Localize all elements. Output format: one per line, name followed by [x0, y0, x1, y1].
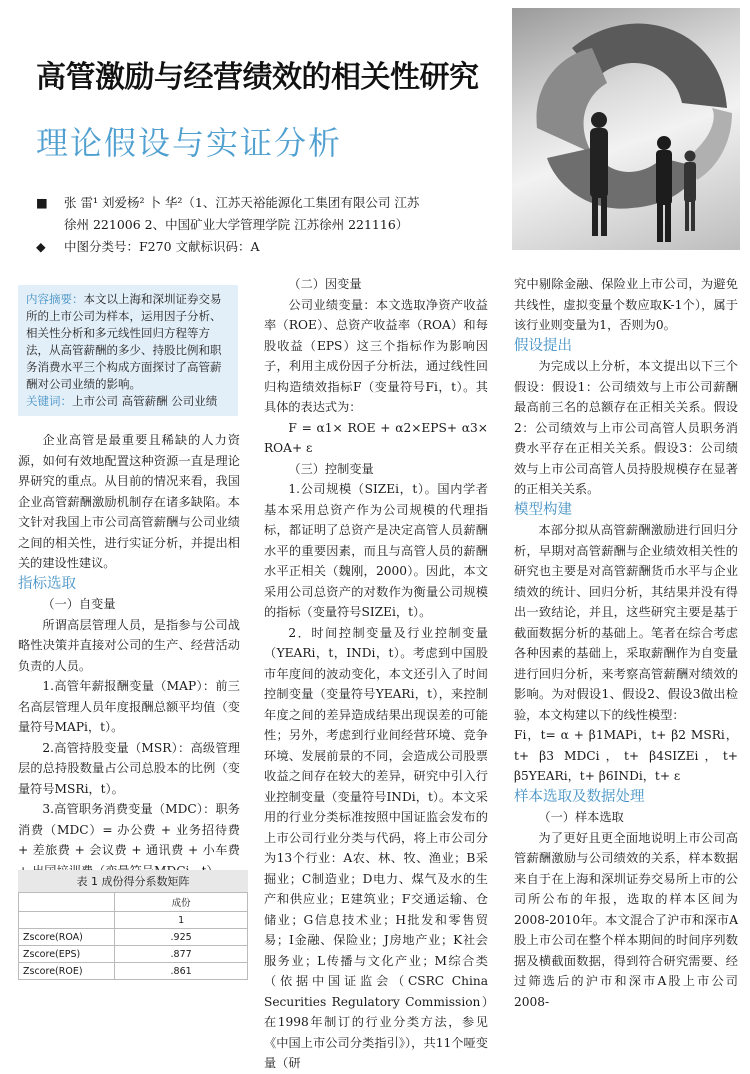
section-heading-model: 模型构建	[514, 501, 572, 518]
table-row	[19, 946, 248, 963]
paragraph: 1.高管年薪报酬变量（MAP）：前三名高层管理人员年度报酬总额平均值（变量符号MAPi，t）。	[18, 679, 240, 734]
table-subheader: 1	[115, 912, 248, 929]
table-subheader-row	[19, 912, 248, 929]
square-bullet-icon: ■	[36, 195, 48, 210]
row-value: .877	[115, 946, 248, 963]
diamond-bullet-icon: ◆	[36, 239, 46, 254]
table-header: 成份	[115, 893, 248, 912]
section-heading-hypothesis: 假设提出	[514, 337, 572, 354]
table-grid	[18, 892, 248, 980]
paragraph: 1.公司规模（SIZEi，t）。国内学者基本采用总资产作为公司规模的代理指标，都证明了总资产是决定高管人员薪酬水平的重要因素，而且与高管人员的薪酬水平正相关（魏刚，2000）。因此，本文采用公司总资产的对数作为衡量公司规模的指标（变量符号SIZEi，t）。	[264, 482, 488, 619]
article-subtitle: 理论假设与实证分析	[36, 124, 343, 162]
subheading-control: （三）控制变量	[288, 461, 374, 476]
paragraph: 2.高管持股变量（MSR）：高级管理层的总持股数量占公司总股本的比例（变量符号MSRi，t）。	[18, 740, 240, 796]
intro-paragraph: 企业高管是最重要且稀缺的人力资源，如何有效地配置这种资源一直是理论界研究的重点。从目前的情况来看，我国企业高管薪酬激励机制存在诸多缺陷。本文针对我国上市公司高管薪酬与公司业绩之间的相关性，进行实证分析，并提出相关的建设性建议。	[18, 433, 240, 570]
row-label: Zscore(ROA)	[19, 929, 115, 946]
row-value: .861	[115, 963, 248, 980]
table-row	[19, 929, 248, 946]
paragraph: 究中剔除金融、保险业上市公司，为避免共线性，虚拟变量个数应取K-1个），属于该行业则变量为1，否则为0。	[514, 277, 738, 332]
paragraph: 2．时间控制变量及行业控制变量（YEARi，t，INDi，t）。考虑到中国股市年度间的波动变化，本文还引入了时间控制变量（变量符号YEARi，t），来控制年度之间的差异造成结果出现误差的可能性；另外，考虑到行业间经营环境、竞争环境、发展前景的不同，会造成公司股票收益之间存在较大的差异，研究中引入行业控制变量（变量符号INDi，t）。本文采用的行业分类标准按照中国证监会发布的上市公司行业分类与代码，将上市公司分为13个行业：A农、林、牧、渔业；B采掘业；C制造业；D电力、煤气及水的生产和供应业；E建筑业；F交通运输、仓储业；G信息技术业；H批发和零售贸易；I金融、保险业；J房地产业；K社会服务业；L传播与文化产业；M综合类（依据中国证监会（CSRC China Securities Regulatory Commission）在1998年制订的行业分类方法，参见《中国上市公司分类指引》），共11个哑变量（研	[264, 625, 488, 1070]
business-figures-illustration	[512, 8, 740, 250]
keywords-label: 关键词：	[26, 394, 72, 408]
row-label: Zscore(ROE)	[19, 963, 115, 980]
classification-text: 中图分类号：F270 文献标识码：A	[64, 239, 260, 254]
column-2-body	[264, 274, 488, 1074]
paragraph: 本部分拟从高管薪酬激励进行回归分析，早期对高管薪酬与企业绩效相关性的研究也主要是对高管薪酬货币水平与企业绩效的统计、回归分析，其结果并没有得出一致结论，并且，这些研究主要是基于截面数据分析的基础上。笔者在综合考虑各种因素的基础上，采取薪酬作为自变量进行回归分析，来考察高管薪酬对绩效的影响。为对假设1、假设2、假设3做出检验，本文构建以下的线性模型：	[514, 523, 738, 722]
paragraph: 3.高管职务消费变量（MDC）：职务消费（MDC）= 办公费 + 业务招待费 + 差旅费 + 会议费 + 通讯费 + 小车费	[18, 802, 240, 857]
subheading-dependent: （二）因变量	[288, 277, 362, 291]
subheading-sample: （一）样本选取	[538, 810, 624, 824]
table-caption: 表 1 成份得分系数矩阵	[18, 870, 248, 892]
formula-performance: F = α1× ROE + α2×EPS+ α3× ROA+ ε	[264, 420, 488, 455]
author-line-1	[36, 192, 419, 213]
paragraph: 为完成以上分析，本文提出以下三个假设：假设1：公司绩效与上市公司薪酬最高前三名的总额存在正相关关系。假设2：公司绩效与上市公司高管人员职务消费水平存在正相关关系。假设3：公司绩效与上市公司高管人员持股规模存在显著的正相关关系。	[514, 359, 738, 496]
formula-model: Fi，t= α + β1MAPi，t+ β2 MSRi，t+ β3 MDCi，t+ β4SIZEi，t+ β5YEARi，t+ β6INDi，t+ ε	[514, 728, 738, 783]
row-label: Zscore(EPS)	[19, 946, 115, 963]
abstract-box	[18, 285, 238, 416]
subheading-independent: （一）自变量	[42, 597, 116, 611]
table-row	[19, 963, 248, 980]
paragraph: 所谓高层管理人员，是指参与公司战略性决策并直接对公司的生产、经营活动负责的人员。	[18, 617, 240, 673]
paragraph: 为了更好且更全面地说明上市公司高管薪酬激励与公司绩效的关系，样本数据来自于在上海和深圳证券交易所上市的公司所公布的年报，选取的样本区间为2008-2010年。本文混合了沪市和深市A股上市公司在整个样本期间的时间序列数据及横截面数据，得到符合研究需要、经过筛选后的沪市和深市A股上市公司2008-	[514, 830, 738, 1009]
classification-line	[36, 236, 260, 257]
paragraph: 公司业绩变量：本文选取净资产收益率（ROE）、总资产收益率（ROA）和每股收益（EPS）这三个指标作为影响因子，利用主成份因子分析法，通过线性回归构造绩效指标F（变量符号Fi，t）。其具体的表达式为：	[264, 297, 488, 414]
abstract-text: 本文以上海和深圳证券交易所的上市公司为样本，运用因子分析、相关性分析和多元线性回归方程等方法，从高管薪酬的多少、持股比例和职务消费水平三个构成方面探讨了高管薪酬对公司业绩的影响。	[26, 292, 222, 391]
authors-text-1: 张 雷¹ 刘爱杨² 卜 华²（1、江苏天裕能源化工集团有限公司 江苏	[64, 195, 420, 210]
abstract-label: 内容摘要：	[26, 292, 84, 306]
table-1	[18, 870, 248, 980]
column-1-body	[18, 430, 240, 881]
authors-text-2: 徐州 221006 2、中国矿业大学管理学院 江苏徐州 221116）	[64, 217, 409, 232]
section-heading-indicator: 指标选取	[18, 575, 76, 592]
table-header-row	[19, 893, 248, 912]
article-title: 高管激励与经营绩效的相关性研究	[36, 60, 479, 95]
column-3-body	[514, 274, 738, 1012]
section-heading-sample: 样本选取及数据处理	[514, 788, 645, 805]
keywords-text: 上市公司 高管薪酬 公司业绩	[72, 394, 218, 408]
row-value: .925	[115, 929, 248, 946]
header-photo	[512, 8, 740, 250]
